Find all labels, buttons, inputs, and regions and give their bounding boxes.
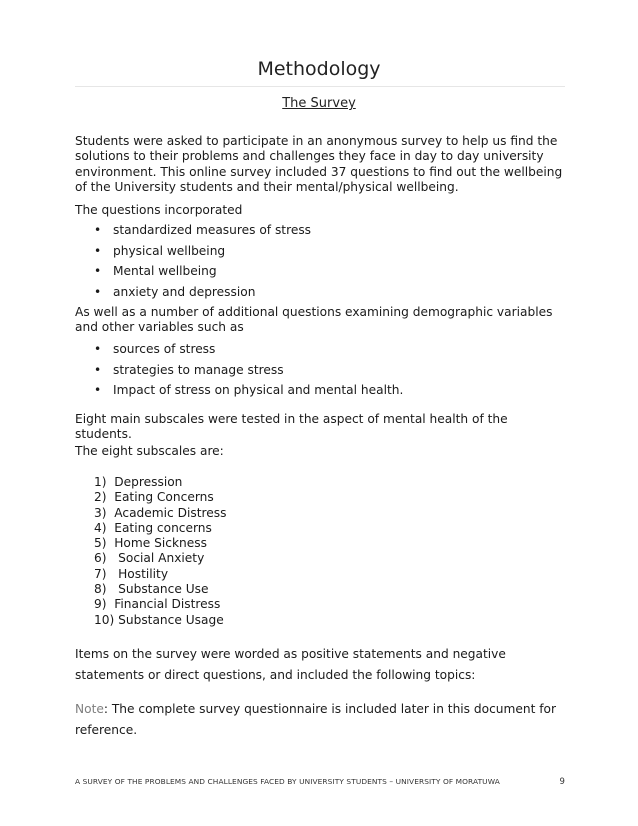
bullet-icon: • [94,243,102,258]
list-item: 7) Hostility [94,566,169,581]
list-item: • Mental wellbeing [91,261,311,282]
list-item: • Impact of stress on physical and mental health. [91,380,403,401]
note-text: : The complete survey questionnaire is included later in this document for reference. [75,702,557,737]
bullet-icon: • [94,383,102,397]
title-divider [75,86,565,87]
subscales-intro: The eight subscales are: [75,444,224,458]
list-item: 6) Social Anxiety [94,551,205,566]
bullet-icon: • [94,284,102,299]
items-paragraph: Items on the survey were worded as positive statements and negative statements or direct questions, and included the following topics: [75,647,506,682]
list-item: 8) Substance Use [94,582,209,597]
additional-list [91,339,403,401]
footer-title: A SURVEY OF THE PROBLEMS AND CHALLENGES FACED BY UNIVERSITY STUDENTS – UNIVERSITY OF MORATUWA [75,777,500,786]
page-title: Methodology [257,58,381,80]
section-subtitle: The Survey [282,96,356,111]
questions-list [91,220,311,302]
additional-intro: As well as a number of additional questions examining demographic variables and other variables such as [75,305,553,335]
list-item: • strategies to manage stress [91,360,403,381]
questions-intro: The questions incorporated [75,203,243,217]
list-item: 9) Financial Distress [94,597,221,612]
list-item: • physical wellbeing [91,241,311,262]
list-item: • sources of stress [91,339,403,360]
bullet-icon: • [94,362,102,377]
list-item: 4) Eating concerns [94,520,212,535]
intro-paragraph: Students were asked to participate in an anonymous survey to help us find the solutions to their problems and challenges they face in day to day university environment. This online survey included 37 questions to find out the wellbeing of the University students and their mental/physical wellbeing. [75,134,563,195]
note-paragraph [75,699,567,741]
bullet-icon: • [94,264,102,278]
subscales-list [94,475,226,628]
note-label: Note [75,702,104,716]
list-item: 10) Substance Usage [94,612,224,627]
list-item: • standardized measures of stress [91,220,311,241]
page-footer [75,777,565,786]
bullet-icon: • [94,342,102,356]
list-item: 5) Home Sickness [94,536,207,551]
bullet-icon: • [94,223,102,237]
list-item: 2) Eating Concerns [94,490,214,505]
page-number: 9 [559,777,565,787]
list-item: 1) Depression [94,475,183,489]
list-item: 3) Academic Distress [94,505,227,520]
subscales-tested: Eight main subscales were tested in the aspect of mental health of the students. [75,412,508,442]
list-item: • anxiety and depression [91,282,311,303]
